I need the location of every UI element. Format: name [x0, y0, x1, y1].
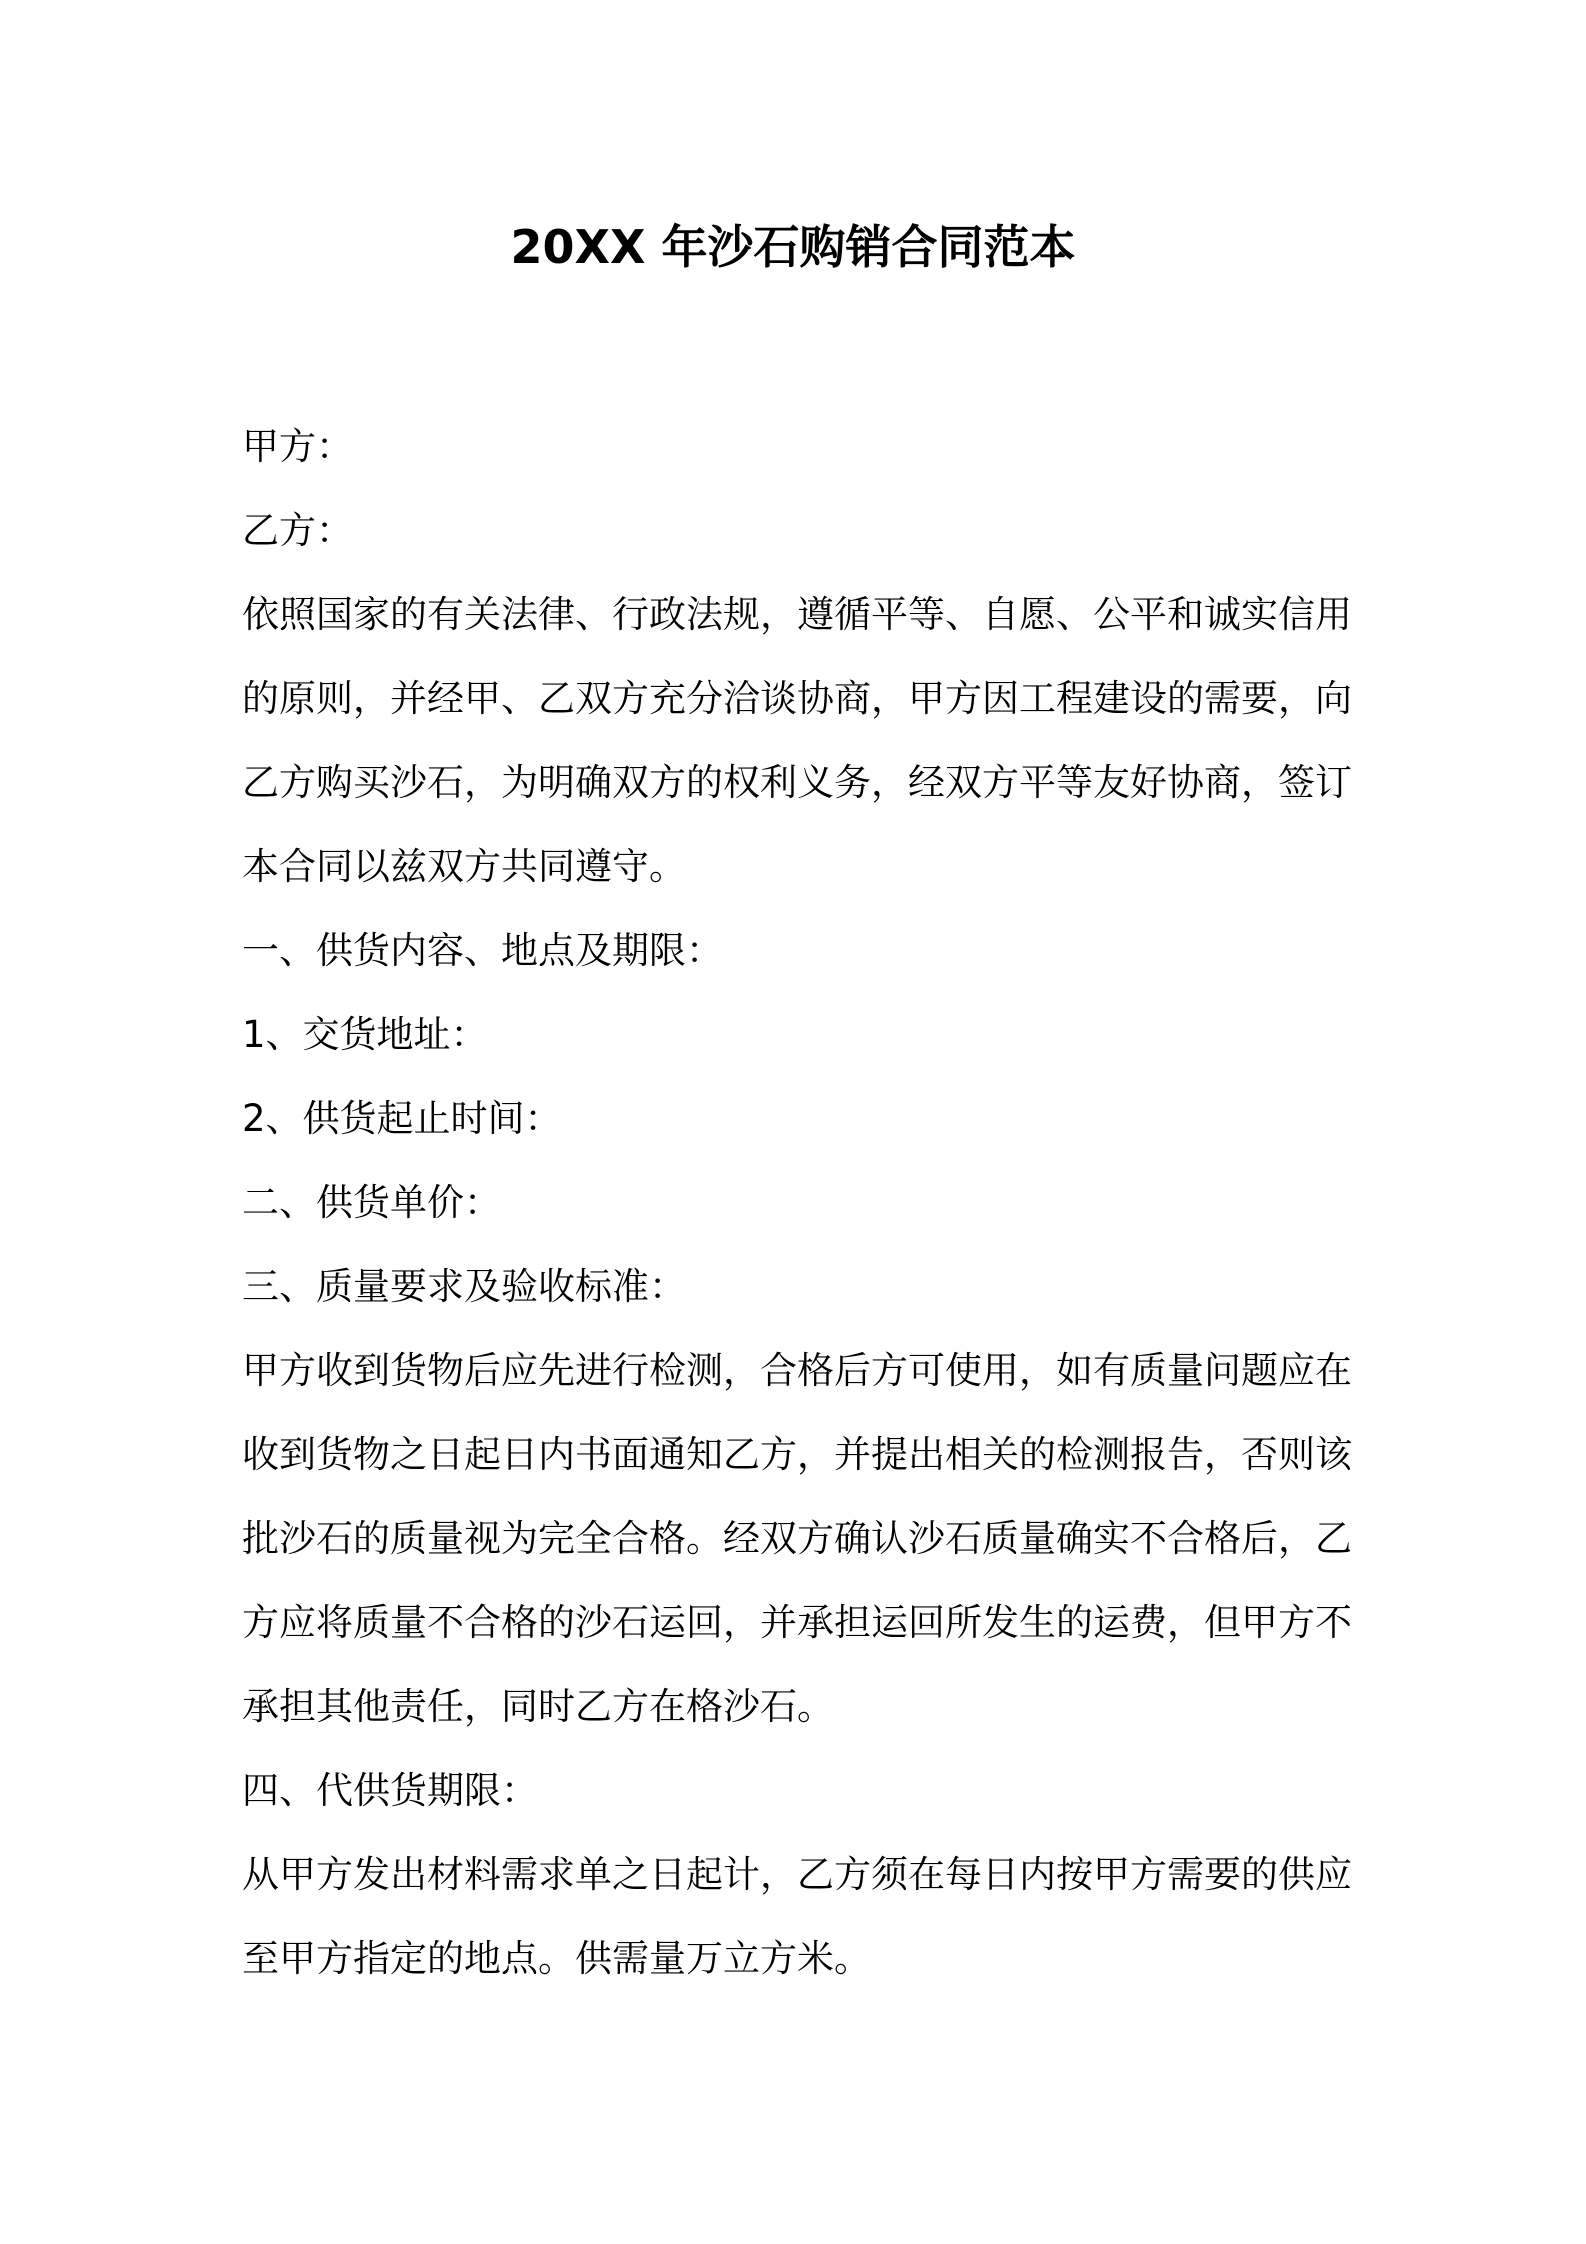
section-3-heading: 三、质量要求及验收标准： — [242, 1265, 686, 1308]
preamble-line-3: 乙方购买沙石，为明确双方的权利义务，经双方平等友好协商，签订 — [242, 761, 1352, 804]
preamble-line-4: 本合同以兹双方共同遵守。 — [242, 845, 686, 888]
preamble-line-2: 的原则，并经甲、乙双方充分洽谈协商，甲方因工程建设的需要，向 — [242, 677, 1352, 720]
quality-line-1: 甲方收到货物后应先进行检测，合格后方可使用，如有质量问题应在 — [242, 1349, 1352, 1392]
quality-line-4: 方应将质量不合格的沙石运回，并承担运回所发生的运费，但甲方不 — [242, 1601, 1352, 1644]
quality-line-3: 批沙石的质量视为完全合格。经双方确认沙石质量确实不合格后，乙 — [242, 1517, 1352, 1560]
section-1-heading: 一、供货内容、地点及期限： — [242, 929, 723, 972]
quality-line-2: 收到货物之日起日内书面通知乙方，并提出相关的检测报告，否则该 — [242, 1433, 1352, 1476]
party-a-line: 甲方： — [242, 425, 353, 468]
section-1-item-1: 1、交货地址： — [242, 1013, 488, 1056]
document-title: 20XX 年沙石购销合同范本 — [510, 220, 1076, 274]
supply-line-1: 从甲方发出材料需求单之日起计，乙方须在每日内按甲方需要的供应 — [242, 1853, 1352, 1896]
document-body — [242, 405, 1350, 2001]
section-4-heading: 四、代供货期限： — [242, 1769, 538, 1812]
quality-line-5: 承担其他责任，同时乙方在格沙石。 — [242, 1685, 834, 1728]
section-2-heading: 二、供货单价： — [242, 1181, 501, 1224]
supply-line-2: 至甲方指定的地点。供需量万立方米。 — [242, 1937, 871, 1980]
preamble-line-1: 依照国家的有关法律、行政法规，遵循平等、自愿、公平和诚实信用 — [242, 593, 1352, 636]
section-1-item-2: 2、供货起止时间： — [242, 1097, 562, 1140]
party-b-line: 乙方： — [242, 509, 353, 552]
